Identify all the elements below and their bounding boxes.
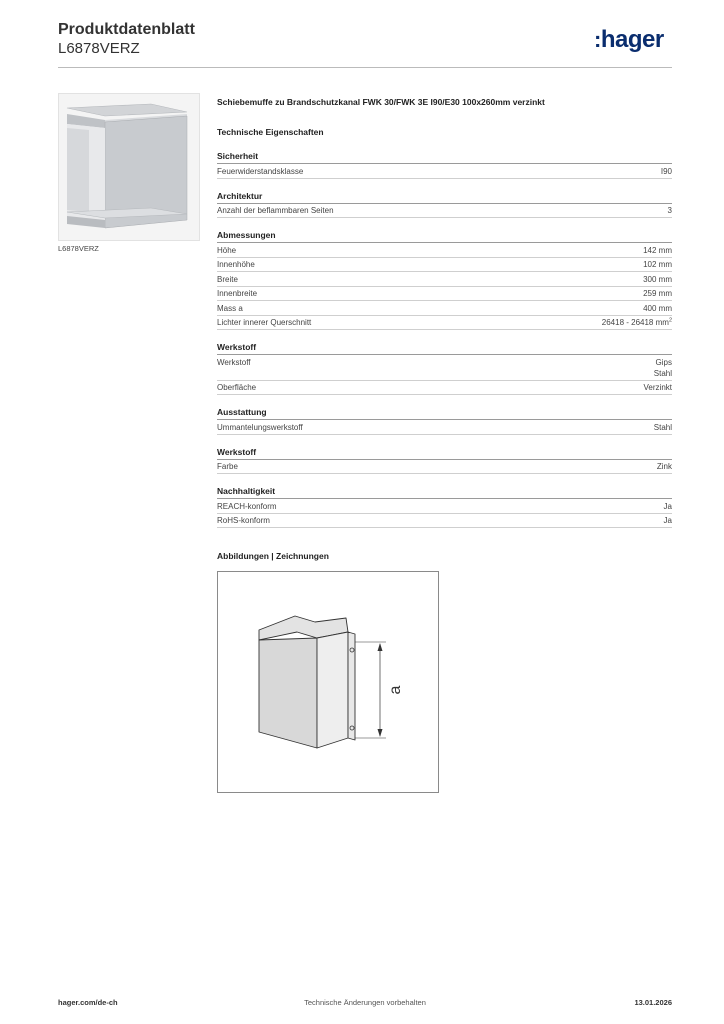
- spec-value-line: [643, 303, 672, 314]
- spec-label: Feuerwiderstandsklasse: [217, 166, 304, 176]
- dimension-label: a: [387, 685, 404, 695]
- spec-row: [217, 301, 672, 316]
- spec-section: [217, 447, 672, 475]
- spec-row: [217, 272, 672, 287]
- spec-value-line: [664, 515, 672, 526]
- product-photo: [58, 93, 200, 241]
- spec-row: [217, 287, 672, 302]
- spec-label: Höhe: [217, 245, 237, 255]
- section-title: Werkstoff: [217, 447, 672, 460]
- spec-row: [217, 514, 672, 529]
- spec-value: [643, 259, 672, 270]
- section-title: Architektur: [217, 191, 672, 204]
- spec-value-line: [643, 288, 672, 299]
- spec-value-text: Stahl: [653, 368, 672, 378]
- spec-value: [654, 422, 672, 433]
- footer-website-link[interactable]: hager.com/de-ch: [58, 998, 118, 1007]
- spec-value-text: 400 mm: [643, 303, 672, 313]
- spec-label: Werkstoff: [217, 357, 251, 367]
- spec-value-line: [643, 274, 672, 285]
- spec-value-text: I90: [660, 166, 672, 176]
- spec-row: [217, 164, 672, 179]
- spec-row: [217, 204, 672, 219]
- spec-row: [217, 499, 672, 514]
- spec-label: Innenbreite: [217, 289, 258, 298]
- spec-value-line: [668, 205, 672, 216]
- spec-value-line: [664, 501, 672, 512]
- spec-value-line: [657, 461, 672, 472]
- spec-value: [657, 461, 672, 472]
- spec-value-text: Gips: [655, 357, 672, 367]
- section-title: Ausstattung: [217, 407, 672, 420]
- spec-value-line: [602, 317, 672, 328]
- spec-label: Ummantelungswerkstoff: [217, 422, 303, 432]
- spec-label: Mass a: [217, 303, 243, 313]
- spec-content: [217, 97, 672, 528]
- spec-sections: [217, 151, 672, 528]
- spec-label: Breite: [217, 274, 238, 284]
- spec-value-text: Ja: [663, 501, 672, 511]
- article-number: L6878VERZ: [58, 40, 140, 57]
- spec-section: [217, 486, 672, 528]
- spec-row: [217, 316, 672, 331]
- spec-value: [602, 317, 672, 328]
- spec-value-line: [643, 259, 672, 270]
- spec-value: [661, 166, 672, 177]
- section-title: Abmessungen: [217, 230, 672, 243]
- spec-value-text: Stahl: [653, 422, 672, 432]
- section-title: Sicherheit: [217, 151, 672, 164]
- spec-value: [644, 382, 672, 393]
- spec-label: Lichter innerer Querschnitt: [217, 318, 312, 327]
- spec-value: [643, 245, 672, 256]
- spec-value-text: Verzinkt: [643, 383, 672, 392]
- spec-value: [654, 357, 672, 379]
- spec-row: [217, 420, 672, 435]
- spec-value: [668, 205, 672, 216]
- spec-label: Oberfläche: [217, 383, 257, 392]
- technical-properties-title: Technische Eigenschaften: [217, 127, 324, 137]
- header-divider: [58, 67, 672, 68]
- spec-label: REACH-konform: [217, 501, 277, 511]
- unit-superscript: 2: [668, 317, 672, 324]
- spec-value: [643, 303, 672, 314]
- footer-date: 13.01.2026: [634, 998, 672, 1007]
- spec-value-text: 26418 - 26418 mm: [601, 318, 669, 327]
- spec-row: [217, 258, 672, 273]
- spec-value-text: Ja: [663, 516, 672, 525]
- spec-value: [664, 515, 672, 526]
- footer-notice: Technische Änderungen vorbehalten: [304, 998, 426, 1007]
- spec-label: Farbe: [217, 462, 238, 471]
- logo-text: hager: [600, 26, 664, 53]
- hager-logo: :hager: [594, 26, 664, 53]
- spec-row: [217, 460, 672, 475]
- spec-value-line: [654, 357, 672, 368]
- spec-value-line: [654, 422, 672, 433]
- spec-value: [643, 288, 672, 299]
- spec-row: [217, 355, 672, 381]
- spec-section: [217, 407, 672, 435]
- spec-value-line: [643, 245, 672, 256]
- spec-value-line: [661, 166, 672, 177]
- product-name: Schiebemuffe zu Brandschutzkanal FWK 30/FWK 3E I90/E30 100x260mm verzinkt: [217, 97, 545, 107]
- spec-section: [217, 230, 672, 330]
- spec-section: [217, 151, 672, 179]
- section-title: Nachhaltigkeit: [217, 486, 672, 499]
- spec-value-text: 300 mm: [643, 274, 672, 284]
- spec-label: RoHS-konform: [217, 516, 270, 525]
- spec-section: [217, 191, 672, 219]
- spec-value-text: 102 mm: [643, 260, 672, 269]
- drawings-title: Abbildungen | Zeichnungen: [217, 551, 329, 561]
- spec-label: Innenhöhe: [217, 260, 255, 269]
- spec-section: [217, 342, 672, 395]
- spec-row: [217, 381, 672, 396]
- spec-value-text: 259 mm: [643, 289, 672, 298]
- spec-value-line: [654, 368, 672, 379]
- spec-value-text: 3: [667, 206, 672, 215]
- spec-label: Anzahl der beflammbaren Seiten: [217, 206, 334, 215]
- spec-value-text: 142 mm: [643, 245, 672, 255]
- spec-value: [664, 501, 672, 512]
- spec-row: [217, 243, 672, 258]
- document-title: Produktdatenblatt: [58, 21, 195, 38]
- spec-value-line: [644, 382, 672, 393]
- spec-value: [643, 274, 672, 285]
- photo-caption: L6878VERZ: [58, 244, 99, 253]
- section-title: Werkstoff: [217, 342, 672, 355]
- technical-drawing: [217, 571, 439, 793]
- spec-value-text: Zink: [656, 462, 672, 471]
